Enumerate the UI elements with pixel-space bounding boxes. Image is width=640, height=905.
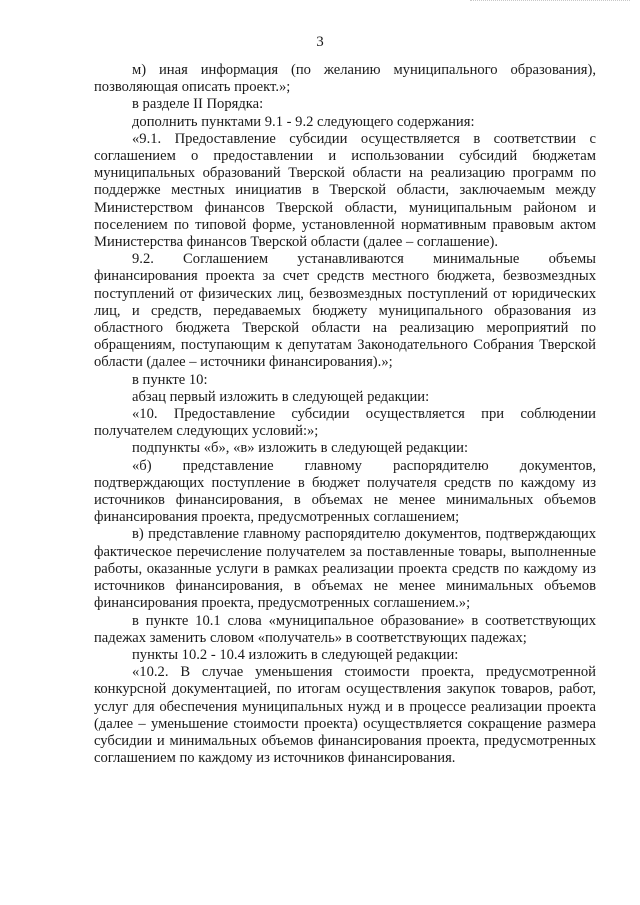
paragraph-9-2: 9.2. Соглашением устанавливаются минимальные объемы финансирования проекта за счет средств местного бюджета, безвозмездных поступлений от физических лиц, безвозмездных поступлений от юридических лиц, и средств, передаваемых бюджету муниципального образования из областного бюджета Тверской области на реализацию мероприятий по обращениям, поступающим к депутатам Законодательного Собрания Тверской области (далее – источники финансирования).»; — [94, 251, 596, 371]
page-number: 3 — [316, 34, 324, 50]
scan-edge-marks — [470, 0, 630, 5]
paragraph-subpoints: подпункты «б», «в» изложить в следующей редакции: — [132, 440, 469, 457]
paragraph-10-2: «10.2. В случае уменьшения стоимости проекта, предусмотренной конкурсной документацией, по итогам осуществления закупок товаров, работ, услуг для обеспечения муниципальных нужд и в процессе реализации проекта (далее – уменьшение стоимости проекта) осуществляется сокращение размера субсидии и минимальных объемов финансирования проекта, предусмотренных соглашением по каждому из источников финансирования. — [94, 664, 596, 767]
paragraph-9-1: «9.1. Предоставление субсидии осуществляется в соответствии с соглашением о предоставлении и использовании субсидий бюджетам муниципальных образований Тверской области на реализацию программ по поддержке местных инициатив в Тверской области, заключаемым между Министерством финансов Тверской области, муниципальным районом и поселением по типовой форме, установленной нормативным правовым актом Министерства финансов Тверской области (далее – соглашение). — [94, 130, 596, 251]
paragraph-item-m: м) иная информация (по желанию муниципального образования), позволяющая описать проект.»; — [94, 62, 596, 96]
paragraph-first-abzac: абзац первый изложить в следующей редакции: — [132, 388, 430, 405]
paragraph-subpoint-v: в) представление главному распорядителю документов, подтверждающих фактическое перечисление получателем за поставленные товары, выполненные работы, оказанные услуги в рамках реализации проекта средств по каждому из источников финансирования, в объемах не менее минимальных объемов финансирования проекта, предусмотренных соглашением.»; — [94, 526, 596, 612]
document-body — [94, 62, 596, 767]
paragraph-subpoint-b: «б) представление главному распорядителю документов, подтверждающих поступление в бюджет получателя средств по каждому из источников финансирования, в объемах не менее минимальных объемов финансирования проекта, предусмотренных соглашением; — [94, 457, 596, 526]
paragraph-10-1: в пункте 10.1 слова «муниципальное образование» в соответствующих падежах заменить словом «получатель» в соответствующих падежах; — [94, 612, 596, 646]
paragraph-section-ii: в разделе II Порядка: — [132, 96, 264, 113]
paragraph-10: «10. Предоставление субсидии осуществляется при соблюдении получателем следующих условий:»; — [94, 406, 596, 440]
paragraph-point-10: в пункте 10: — [132, 371, 208, 388]
paragraph-points-10-2-10-4: пункты 10.2 - 10.4 изложить в следующей редакции: — [132, 646, 459, 663]
paragraph-add-points: дополнить пунктами 9.1 - 9.2 следующего содержания: — [132, 113, 475, 130]
